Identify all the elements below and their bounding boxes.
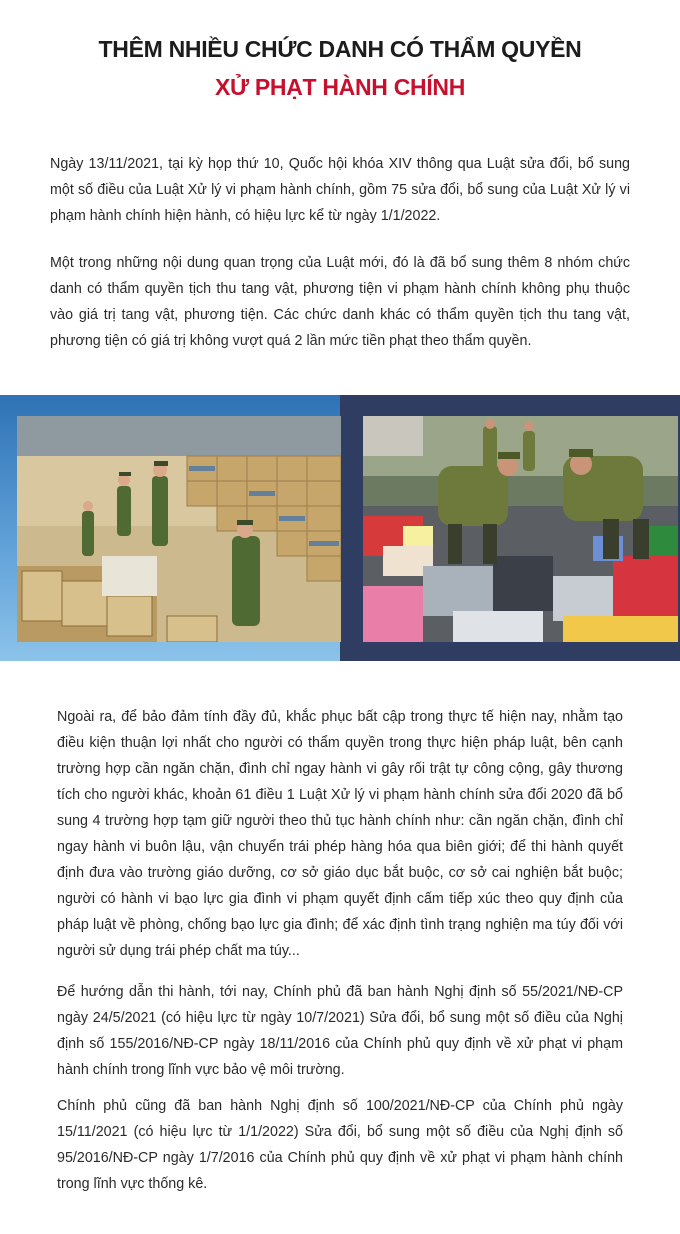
photo-band (0, 395, 680, 661)
paragraph-3: Ngoài ra, để bảo đảm tính đầy đủ, khắc phục bất cập trong thực tế hiện nay, nhằm tạo điều kiện thuận lợi nhất cho người có thẩm quyền trong thực hiện pháp luật, bên cạnh trường hợp cần ngăn chặn, đình chỉ ngay hành vi gây rối trật tự công cộng, gây thương tích cho người khác, khoản 61 điều 1 Luật Xử lý vi phạm hành chính sửa đổi 2020 đã bổ sung 4 trường hợp tạm giữ người theo thủ tục hành chính như: cần ngăn chặn, đình chỉ ngay hành vi buôn lậu, vận chuyển trái phép hàng hóa qua biên giới; để thi hành quyết định đưa vào trường giáo dưỡng, cơ sở giáo dục bắt buộc, cơ sở cai nghiện bắt buộc; người có hành vi bạo lực gia đình vi phạm quyết định cấm tiếp xúc theo quy định của pháp luật về phòng, chống bạo lực gia đình; để xác định tình trạng nghiện ma túy đối với người sử dụng trái phép chất ma túy... (57, 709, 623, 959)
page-subtitle: XỬ PHẠT HÀNH CHÍNH (214, 74, 466, 100)
warehouse-inspection-photo (17, 416, 341, 642)
paragraph-1: Ngày 13/11/2021, tại kỳ họp thứ 10, Quốc hội khóa XIV thông qua Luật sửa đổi, bổ sung một số điều của Luật Xử lý vi phạm hành chính, gồm 75 sửa đổi, bổ sung của Luật Xử lý vi phạm hành chính hiện hành, có hiệu lực kể từ ngày 1/1/2022. (50, 156, 630, 224)
seized-goods-photo (363, 416, 678, 642)
warehouse-inspection-illustration (17, 416, 341, 642)
paragraph-2: Một trong những nội dung quan trọng của Luật mới, đó là đã bổ sung thêm 8 nhóm chức danh có thẩm quyền tịch thu tang vật, phương tiện vi phạm hành chính không phụ thuộc vào giá trị tang vật, phương tiện. Các chức danh khác có thẩm quyền tịch thu tang vật, phương tiện có giá trị không vượt quá 2 lần mức tiền phạt theo thẩm quyền. (50, 255, 630, 349)
paragraph-4: Để hướng dẫn thi hành, tới nay, Chính phủ đã ban hành Nghị định số 55/2021/NĐ-CP ngày 24/5/2021 (có hiệu lực từ ngày 10/7/2021) Sửa đổi, bổ sung một số điều của Nghị định số 155/2016/NĐ-CP ngày 18/11/2016 của Chính phủ quy định về xử phạt vi phạm hành chính trong lĩnh vực bảo vệ môi trường. (57, 984, 623, 1078)
paragraph-5: Chính phủ cũng đã ban hành Nghị định số 100/2021/NĐ-CP của Chính phủ ngày 15/11/2021 (có hiệu lực từ 1/1/2022) Sửa đổi, bổ sung một số điều của Nghị định số 95/2016/NĐ-CP ngày 1/7/2016 của Chính phủ quy định về xử phạt vi phạm hành chính trong lĩnh vực thống kê. (57, 1098, 623, 1192)
seized-goods-illustration (363, 416, 678, 642)
page-title: THÊM NHIỀU CHỨC DANH CÓ THẨM QUYỀN (98, 36, 582, 62)
